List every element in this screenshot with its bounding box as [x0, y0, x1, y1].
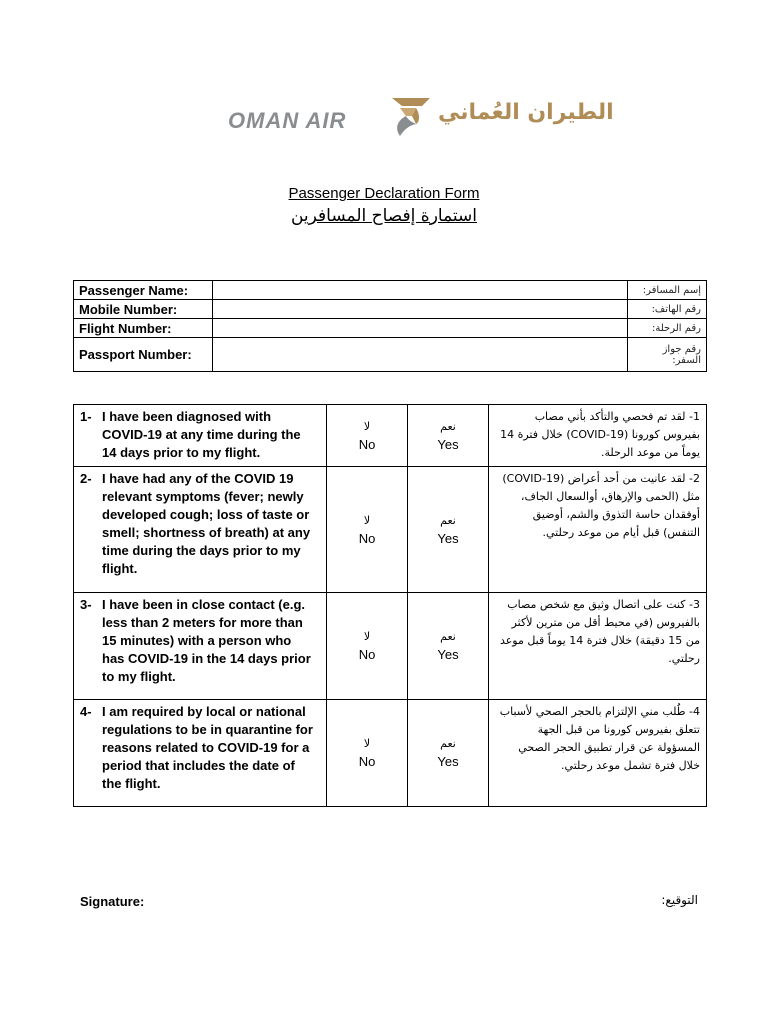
question-number-ar: 2- — [689, 472, 700, 485]
passenger-name-label-ar: إسم المسافر: — [628, 281, 707, 300]
yes-label-ar: نعم — [440, 419, 456, 433]
passport-number-label-ar: رقم جواز السفر: — [628, 338, 707, 372]
no-option[interactable] — [327, 467, 408, 593]
question-text-ar — [489, 405, 707, 467]
no-option[interactable] — [327, 405, 408, 467]
passport-number-row — [74, 338, 707, 372]
oman-air-logo — [228, 92, 614, 142]
question-number: 2- — [80, 471, 92, 486]
yes-label: Yes — [437, 530, 459, 546]
declaration-questions-table — [73, 404, 707, 807]
yes-label-ar: نعم — [440, 630, 456, 643]
mobile-number-label: Mobile Number: — [74, 300, 213, 319]
form-title-en: Passenger Declaration Form — [288, 185, 480, 202]
logo-text-ar: الطيران العُماني — [438, 100, 614, 125]
question-number-ar: 3- — [689, 598, 700, 611]
no-label: No — [358, 436, 376, 452]
question-text-ar — [489, 700, 707, 807]
khanjar-emblem-icon — [386, 94, 436, 138]
passenger-name-label: Passenger Name: — [74, 281, 213, 300]
question-text-ar — [489, 467, 707, 593]
flight-number-label-ar: رقم الرحلة: — [628, 319, 707, 338]
yes-option[interactable] — [408, 405, 489, 467]
yes-option[interactable] — [408, 467, 489, 593]
question-row — [74, 467, 707, 593]
question-text-en — [74, 593, 327, 700]
yes-label: Yes — [437, 436, 459, 452]
question-text-en — [74, 467, 327, 593]
no-label-ar: لا — [363, 419, 371, 433]
yes-option[interactable] — [408, 593, 489, 700]
question-text: I have been diagnosed with COVID-19 at any time during the 14 days prior to my flight. — [102, 409, 301, 460]
passport-number-label: Passport Number: — [74, 338, 213, 372]
question-text-en — [74, 700, 327, 807]
question-row — [74, 405, 707, 467]
passenger-name-row — [74, 281, 707, 300]
mobile-number-label-ar: رقم الهاتف: — [628, 300, 707, 319]
logo-text-en: OMAN AIR — [228, 108, 347, 133]
no-label: No — [358, 530, 376, 546]
question-text: I have been in close contact (e.g. less than 2 meters for more than 15 minutes) with a person who has COVID-19 in the 14 days prior to my flight. — [102, 597, 311, 684]
no-label-ar: لا — [363, 630, 371, 643]
question-number-ar: 4- — [689, 705, 700, 718]
question-text: I am required by local or national regulations to be in quarantine for reasons related to COVID-19 for a period that includes the date of the flight. — [102, 704, 313, 791]
no-option[interactable] — [327, 593, 408, 700]
question-text-ar-body: طُلب مني الإلتزام بالحجر الصحي لأسباب تتعلق بفيروس كورونا من قبل الجهة المسؤولة عن قرار تطبيق الحجر الصحي خلال فترة تشمل موعد رحلتي. — [499, 705, 700, 772]
question-text: I have had any of the COVID 19 relevant symptoms (fever; newly developed cough; loss of taste or smell; shortness of breath) at any time during the days prior to my flight. — [102, 471, 311, 576]
question-number-ar: 1- — [689, 410, 700, 423]
flight-number-row — [74, 319, 707, 338]
question-text-ar — [489, 593, 707, 700]
question-text-ar-body: لقد عانيت من أحد أعراض (COVID-19) مثل (الحمى والإرهاق، أوالسعال الجاف، أوفقدان حاسة التذوق والشم، أوضيق التنفس) قبل أيام من موعد رحلتي. — [502, 472, 700, 539]
yes-label-ar: نعم — [440, 737, 456, 750]
question-row — [74, 593, 707, 700]
mobile-number-field[interactable] — [213, 300, 628, 319]
question-text-en — [74, 405, 327, 467]
yes-label-ar: نعم — [440, 513, 456, 527]
no-label: No — [358, 754, 376, 769]
flight-number-label: Flight Number: — [74, 319, 213, 338]
passenger-name-field[interactable] — [213, 281, 628, 300]
signature-label-ar: التوقيع: — [661, 893, 698, 907]
mobile-number-row — [74, 300, 707, 319]
yes-label: Yes — [437, 754, 459, 769]
yes-label: Yes — [437, 647, 459, 662]
form-title-ar: استمارة إفصاح المسافرين — [290, 206, 478, 226]
question-number: 1- — [80, 409, 92, 424]
flight-number-field[interactable] — [213, 319, 628, 338]
no-label-ar: لا — [363, 737, 371, 750]
no-label: No — [358, 647, 376, 662]
signature-label: Signature: — [80, 894, 145, 909]
no-label-ar: لا — [363, 513, 371, 527]
question-row — [74, 700, 707, 807]
passenger-info-table — [73, 280, 707, 372]
no-option[interactable] — [327, 700, 408, 807]
question-number: 4- — [80, 704, 92, 719]
question-text-ar-body: كنت على اتصال وثيق مع شخص مصاب بالفيروس (في محيط أقل من مترين لأكثر من 15 دقيقة) خلال فترة 14 يوماً قبل موعد رحلتي. — [499, 598, 700, 665]
yes-option[interactable] — [408, 700, 489, 807]
question-number: 3- — [80, 597, 92, 612]
passport-number-field[interactable] — [213, 338, 628, 372]
question-text-ar-body: لقد تم فحصي والتأكد بأني مصاب بفيروس كورونا (COVID-19) خلال فترة 14 يوماً من موعد الرحلة. — [500, 410, 700, 459]
